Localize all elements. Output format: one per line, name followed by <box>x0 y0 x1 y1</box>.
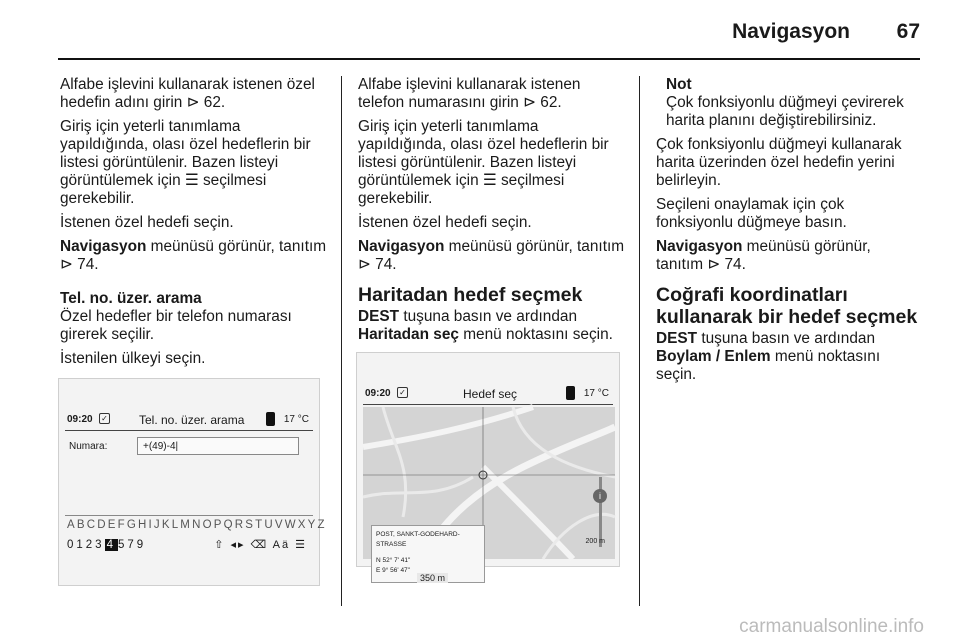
paragraph: DEST tuşuna basın ve ardından Boylam / Enlem menü noktasını seçin. <box>656 330 881 383</box>
paragraph: Navigasyon meünüsü görünür, tanıtım ⊳ 74. <box>656 238 871 273</box>
selected-digit: 4 <box>106 539 116 551</box>
note-title: Not <box>666 76 692 93</box>
menu-name: Navigasyon <box>358 238 445 255</box>
thermometer-icon <box>266 412 275 426</box>
confirm-icon: ✓ <box>397 387 408 398</box>
section-title: Navigasyon <box>732 20 850 43</box>
screen-title: Tel. no. üzer. arama <box>139 413 245 427</box>
column-2 <box>358 76 630 350</box>
thermometer-icon <box>566 386 575 400</box>
phone-search-screenshot <box>58 378 327 586</box>
digit-row: 0123 4 579 <box>67 539 147 551</box>
paragraph: İstenen özel hedefi seçin. <box>60 214 234 231</box>
screen-title: Hedef seç <box>463 387 518 401</box>
column-divider-2 <box>639 76 640 606</box>
paragraph: Alfabe işlevini kullanarak istenen telefon numarasını girin ⊳ 62. <box>358 76 581 111</box>
paragraph: Navigasyon meünüsü görünür, tanıtım ⊳ 74. <box>358 238 625 273</box>
column-3 <box>656 76 920 390</box>
option-title: Tel. no. üzer. arama <box>60 290 202 307</box>
screen-status-bar <box>363 383 613 405</box>
zoom-scale: 200 m <box>585 538 605 545</box>
map-select-screenshot <box>356 352 620 583</box>
note-text: Çok fonksiyonlu düğmeyi çevirerek harita planını değiştirebilirsiniz. <box>666 94 904 129</box>
number-label: Numara: <box>69 441 108 452</box>
keyboard-function-icons: ⇧ ◂▸ ⌫ Aä ☰ <box>214 539 307 551</box>
paragraph: Çok fonksiyonlu düğmeyi kullanarak harita üzerinden özel hedefin yerini belirleyin. <box>656 136 902 189</box>
section-heading: Coğrafi koordinatları kullanarak bir hedef seçmek <box>656 284 918 328</box>
clock: 09:20 <box>365 388 391 399</box>
paragraph: İstenen özel hedefi seçin. <box>358 214 532 231</box>
section-heading: Haritadan hedef seçmek <box>358 284 583 306</box>
paragraph: Navigasyon meünüsü görünür, tanıtım ⊳ 74. <box>60 238 327 273</box>
note <box>656 76 920 130</box>
watermark: carmanualsonline.info <box>739 616 924 637</box>
keyboard-divider <box>65 515 313 516</box>
page-header <box>0 0 960 60</box>
info-icon: i <box>593 489 607 503</box>
column-1 <box>60 76 330 374</box>
paragraph: Seçileni onaylamak için çok fonksiyonlu düğmeye basın. <box>656 196 847 231</box>
letter-row: ABCDEFGHIJKLMNOPQRSTUVWXYZ <box>67 519 327 531</box>
screen-status-bar <box>65 409 313 431</box>
column-divider-1 <box>341 76 342 606</box>
paragraph: Alfabe işlevini kullanarak istenen özel hedefin adını girin ⊳ 62. <box>60 76 315 111</box>
menu-name: Navigasyon <box>60 238 147 255</box>
page-number: 67 <box>896 20 920 43</box>
temperature: 17 °C <box>283 414 309 425</box>
number-field: +(49)-4| <box>137 437 299 455</box>
header-rule <box>58 58 920 60</box>
map-view <box>363 407 615 583</box>
location-info-box: POST, SANKT-GODEHARD-STRASSE N 52° 7' 41" E 9° 56' 47" <box>371 525 485 583</box>
paragraph: Tel. no. üzer. arama Özel hedefler bir telefon numarası girerek seçilir. <box>60 290 330 344</box>
paragraph: İstenilen ülkeyi seçin. <box>60 350 206 367</box>
map-scale: 350 m <box>417 573 448 583</box>
confirm-icon: ✓ <box>99 413 110 424</box>
paragraph: Giriş için yeterli tanımlama yapıldığında, olası özel hedeflerin bir listesi görüntülenir. Bazen listeyi görüntülemek için ☰ seçilmesi gerekebilir. <box>358 118 609 207</box>
clock: 09:20 <box>67 414 93 425</box>
paragraph: Giriş için yeterli tanımlama yapıldığında, olası özel hedeflerin bir listesi görüntülenir. Bazen listeyi görüntülemek için ☰ seçilmesi gerekebilir. <box>60 118 311 207</box>
paragraph: DEST tuşuna basın ve ardından Haritadan seç menü noktasını seçin. <box>358 308 613 343</box>
temperature: 17 °C <box>583 388 609 399</box>
